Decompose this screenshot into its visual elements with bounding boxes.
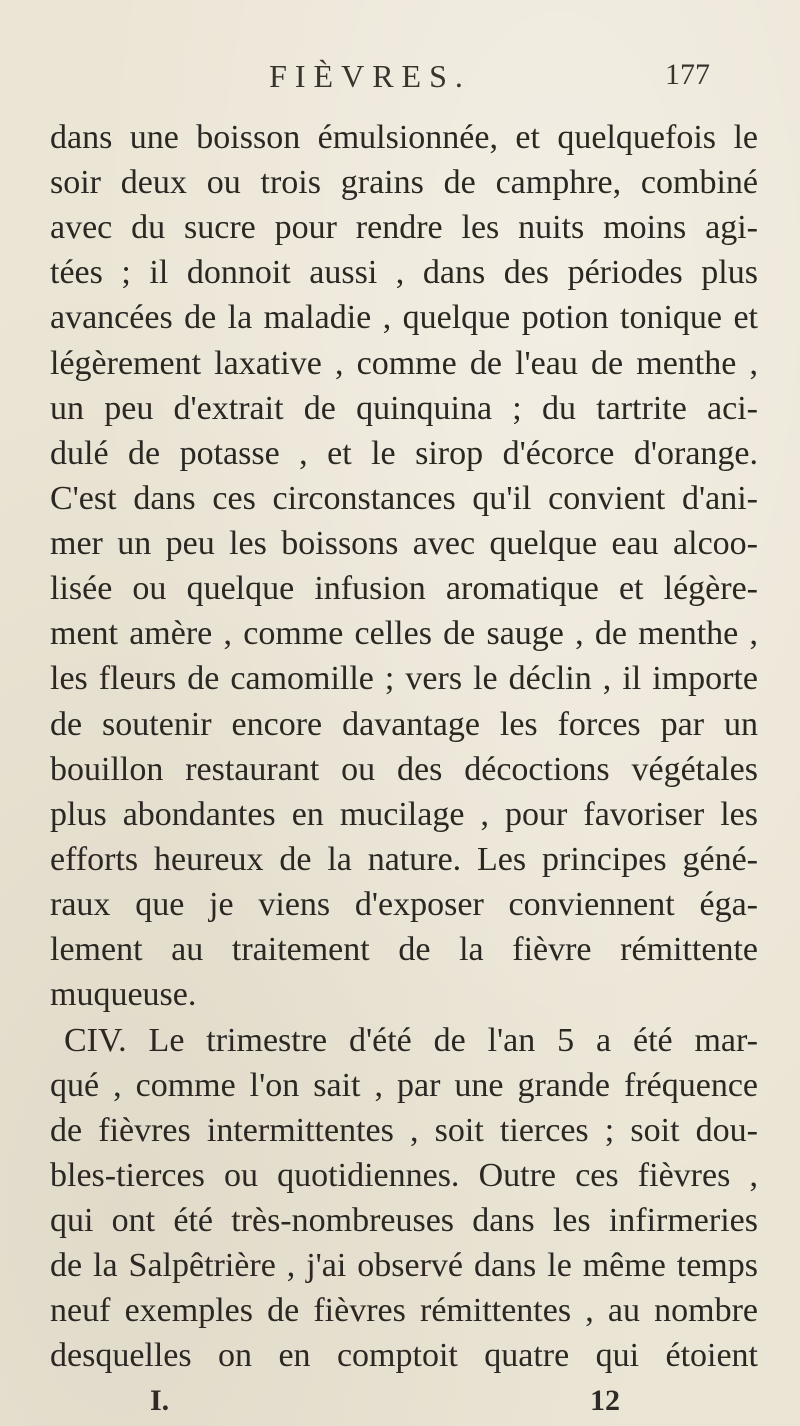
text-line: bles-tierces ou quotidiennes. Outre ces fièvres , (50, 1157, 758, 1194)
text-line: desquelles on en comptoit quatre qui étoient (50, 1337, 758, 1374)
text-line: un peu d'extrait de quinquina ; du tartrite aci- (50, 390, 758, 427)
signature-number: 12 (590, 1384, 620, 1417)
text-line: avec du sucre pour rendre les nuits moins agi- (50, 209, 758, 246)
text-line: lisée ou quelque infusion aromatique et légère- (50, 570, 758, 607)
text-line: ment amère , comme celles de sauge , de menthe , (50, 615, 758, 652)
text-line: qué , comme l'on sait , par une grande fréquence (50, 1067, 758, 1104)
text-line: mer un peu les boissons avec quelque eau alcoo- (50, 525, 758, 562)
text-line: C'est dans ces circonstances qu'il convient d'ani- (50, 480, 758, 517)
text-line: soir deux ou trois grains de camphre, combiné (50, 164, 758, 201)
text-line: légèrement laxative , comme de l'eau de menthe , (50, 345, 758, 382)
text-line: muqueuse. (50, 976, 197, 1013)
text-line: raux que je viens d'exposer conviennent éga- (50, 886, 758, 923)
page-number: 177 (665, 58, 710, 91)
text-line: plus abondantes en mucilage , pour favoriser les (50, 796, 758, 833)
text-line: efforts heureux de la nature. Les principes géné- (50, 841, 758, 878)
text-line: les fleurs de camomille ; vers le déclin , il importe (50, 660, 758, 697)
text-line: qui ont été très-nombreuses dans les infirmeries (50, 1202, 758, 1239)
text-line: tées ; il donnoit aussi , dans des périodes plus (50, 254, 758, 291)
text-line: dulé de potasse , et le sirop d'écorce d'orange. (50, 435, 758, 472)
text-line: de soutenir encore davantage les forces par un (50, 706, 758, 743)
text-line: avancées de la maladie , quelque potion tonique et (50, 299, 758, 336)
text-line: de fièvres intermittentes , soit tierces ; soit dou- (50, 1112, 758, 1149)
text-line: lement au traitement de la fièvre rémittente (50, 931, 758, 968)
text-line: neuf exemples de fièvres rémittentes , au nombre (50, 1292, 758, 1329)
page-footer (150, 1384, 620, 1424)
running-title: FIÈVRES. (269, 58, 471, 94)
text-line: de la Salpêtrière , j'ai observé dans le même temps (50, 1247, 758, 1284)
text-line: bouillon restaurant ou des décoctions végétales (50, 751, 758, 788)
section-heading-line: CIV. Le trimestre d'été de l'an 5 a été mar- (64, 1022, 758, 1059)
text-line: dans une boisson émulsionnée, et quelquefois le (50, 119, 758, 156)
signature-mark: I. (150, 1384, 170, 1417)
